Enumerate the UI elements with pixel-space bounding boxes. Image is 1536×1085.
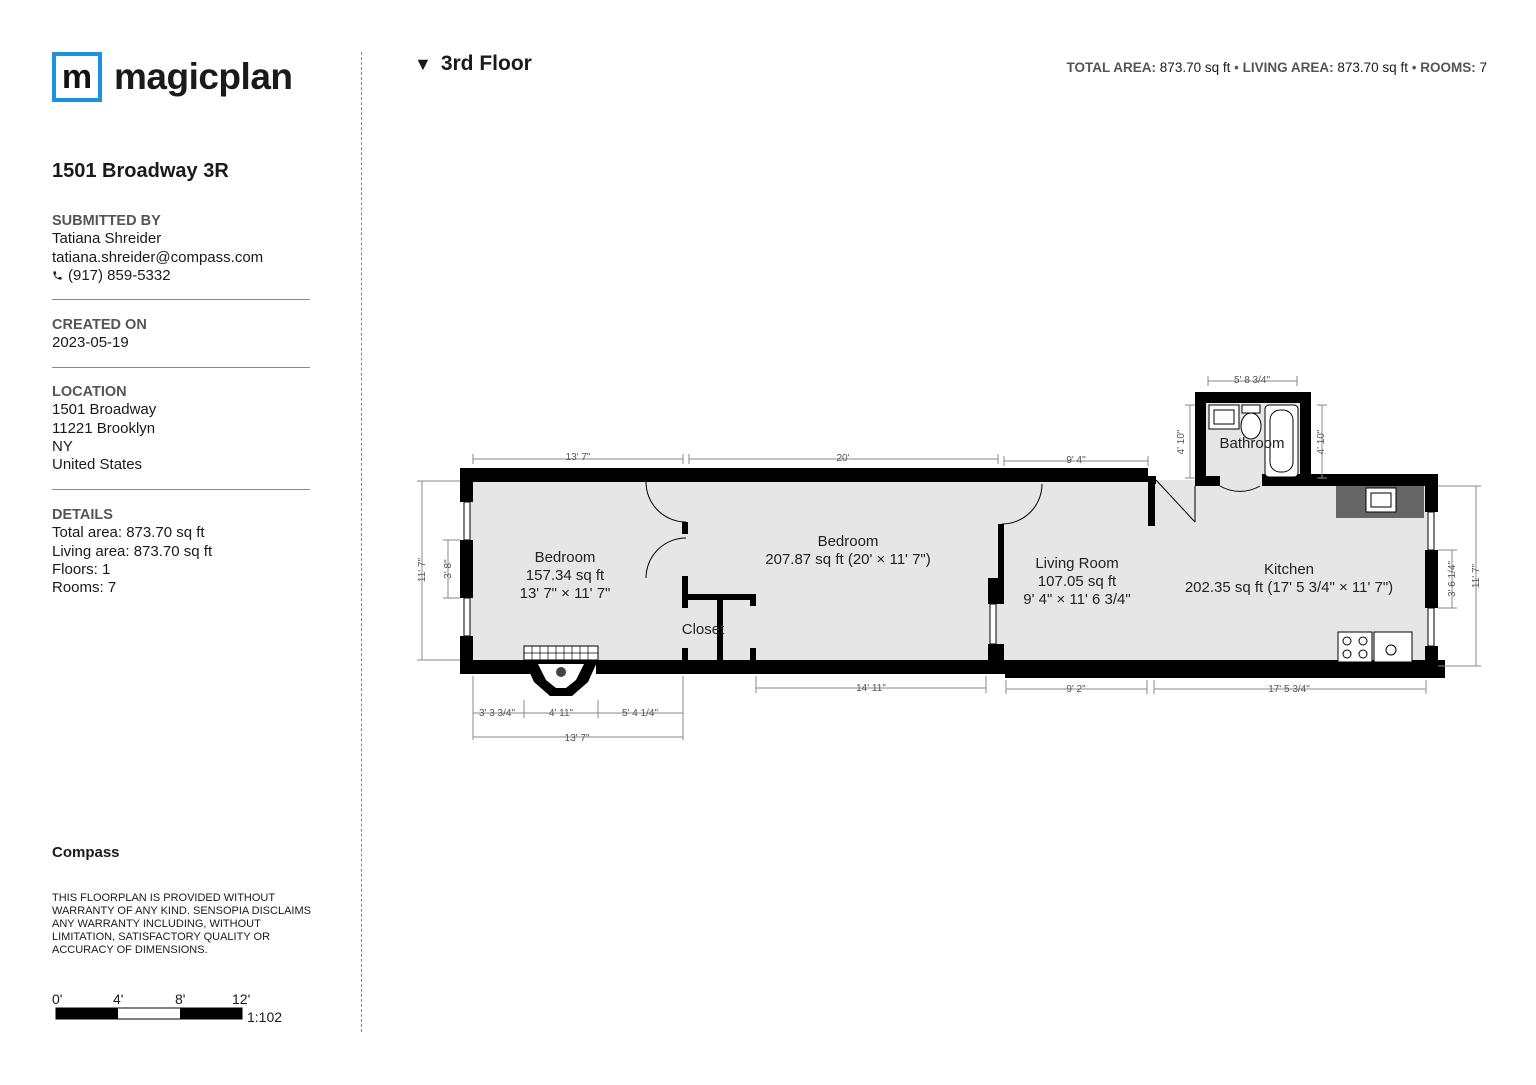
dimension-label: 13' 7" [564, 733, 590, 744]
room-name: Closet [681, 621, 725, 638]
details-floors: Floors: 1 [52, 560, 111, 578]
wall [682, 648, 688, 662]
dimension-label: 11' 7" [417, 557, 428, 583]
dimension-label: 5' 4 1/4" [621, 708, 659, 719]
details-living: Living area: 873.70 sq ft [52, 542, 213, 560]
wall [460, 468, 473, 502]
room-area: 157.34 sq ft [525, 567, 605, 584]
room-name: Kitchen [1263, 561, 1315, 578]
submitter-phone: (917) 859-5332 [68, 266, 171, 284]
living-area-value: 873.70 sq ft [1337, 60, 1408, 75]
submitter-name: Tatiana Shreider [52, 230, 162, 248]
disclaimer: THIS FLOORPLAN IS PROVIDED WITHOUT WARRANTY OF ANY KIND. SENSOPIA DISCLAIMS ANY WARRANTY INCLUDING, WITHOUT LIMITATION, SATISFACTORY QUALITY OR ACCURACY OF DIMENSIONS. [52, 892, 311, 956]
wall [750, 648, 756, 662]
dimension-label: 3' 8" [443, 559, 454, 579]
dimension-label: 14' 11" [856, 683, 886, 694]
wall [1195, 392, 1311, 403]
dimension-label: 4' 11" [548, 708, 574, 719]
room-name: Bedroom [534, 549, 596, 566]
wall [460, 660, 530, 674]
logo-mark: m [52, 52, 102, 102]
room-dims: 13' 7" × 11' 7" [519, 585, 611, 602]
scale-tick-label: 12' [232, 991, 251, 1007]
window [1428, 512, 1434, 550]
toilet-tank [1242, 405, 1260, 413]
logo-wordmark: magicplan [114, 56, 293, 97]
window [464, 502, 470, 540]
floor-title: 3rd Floor [440, 52, 532, 75]
wall [682, 576, 688, 608]
room-name: Bedroom [817, 533, 879, 550]
triangle-down-icon: ▼ [414, 53, 432, 74]
wall [1195, 392, 1206, 486]
wall [1425, 646, 1438, 678]
washer-icon [1374, 632, 1412, 662]
wall [460, 468, 1148, 482]
total-area-value: 873.70 sq ft [1159, 60, 1231, 75]
room-area: 202.35 sq ft (17' 5 3/4" × 11' 7") [1184, 579, 1394, 596]
living-area-label: LIVING AREA: [1242, 60, 1334, 75]
dimension-label: 13' 7" [565, 452, 591, 463]
dimension-label: 9' 2" [1066, 684, 1086, 695]
wall [988, 578, 1004, 604]
stove-icon [1338, 632, 1372, 662]
submitted-label: SUBMITTED BY [52, 213, 161, 229]
total-area-label: TOTAL AREA: [1066, 60, 1157, 75]
wall [1148, 476, 1155, 526]
room-name: Bathroom [1219, 435, 1285, 452]
wall [988, 644, 1004, 674]
dimension-label: 20' [836, 453, 850, 464]
wall [1300, 392, 1311, 486]
details-total: Total area: 873.70 sq ft [52, 524, 205, 542]
wall [682, 522, 688, 534]
scale-ratio: 1:102 [247, 1009, 283, 1025]
scale-tick-label: 8' [175, 991, 186, 1007]
window [464, 598, 470, 636]
wall [460, 540, 473, 598]
room-name: Living Room [1035, 555, 1119, 572]
room-area: 207.87 sq ft (20' × 11' 7") [765, 551, 931, 568]
dimension-label: 5' 8 3/4" [1233, 375, 1271, 386]
dimension-label: 17' 5 3/4" [1268, 684, 1310, 695]
project-title: 1501 Broadway 3R [52, 160, 229, 182]
wall [750, 594, 756, 606]
company-name: Compass [52, 844, 120, 861]
dimension-label: 4' 10" [1176, 429, 1187, 455]
dimension-label: 3' 6 1/4" [1447, 560, 1458, 598]
dimension-label: 9' 4" [1066, 455, 1086, 466]
location-state: NY [52, 437, 73, 455]
fireplace [524, 646, 598, 696]
location-street: 1501 Broadway [52, 401, 157, 419]
window [990, 604, 996, 644]
dimension-label: 3' 3 3/4" [478, 708, 516, 719]
scale-tick-label: 0' [52, 991, 63, 1007]
created-label: CREATED ON [52, 317, 147, 333]
location-city: 11221 Brooklyn [52, 419, 156, 437]
room-area: 107.05 sq ft [1037, 573, 1117, 590]
rooms-label: ROOMS: [1420, 60, 1476, 75]
wall [1425, 474, 1438, 512]
flame-icon [556, 667, 566, 677]
room-dims: 9' 4" × 11' 6 3/4" [1023, 591, 1131, 608]
wall [1005, 664, 1445, 678]
dimension-label: 11' 7" [1471, 563, 1482, 589]
location-label: LOCATION [52, 384, 127, 400]
rooms-value: 7 [1479, 60, 1487, 75]
location-country: United States [52, 456, 143, 474]
submitter-email[interactable]: tatiana.shreider@compass.com [52, 248, 264, 266]
wall [998, 524, 1004, 582]
separator: • [1411, 60, 1417, 75]
separator: • [1234, 60, 1239, 75]
window [1428, 608, 1434, 646]
details-rooms: Rooms: 7 [52, 579, 117, 597]
scale-tick-label: 4' [113, 991, 124, 1007]
details-label: DETAILS [52, 507, 113, 523]
created-date: 2023-05-19 [52, 334, 129, 352]
wall [1425, 550, 1438, 608]
dimension-label: 4' 10" [1316, 429, 1327, 455]
